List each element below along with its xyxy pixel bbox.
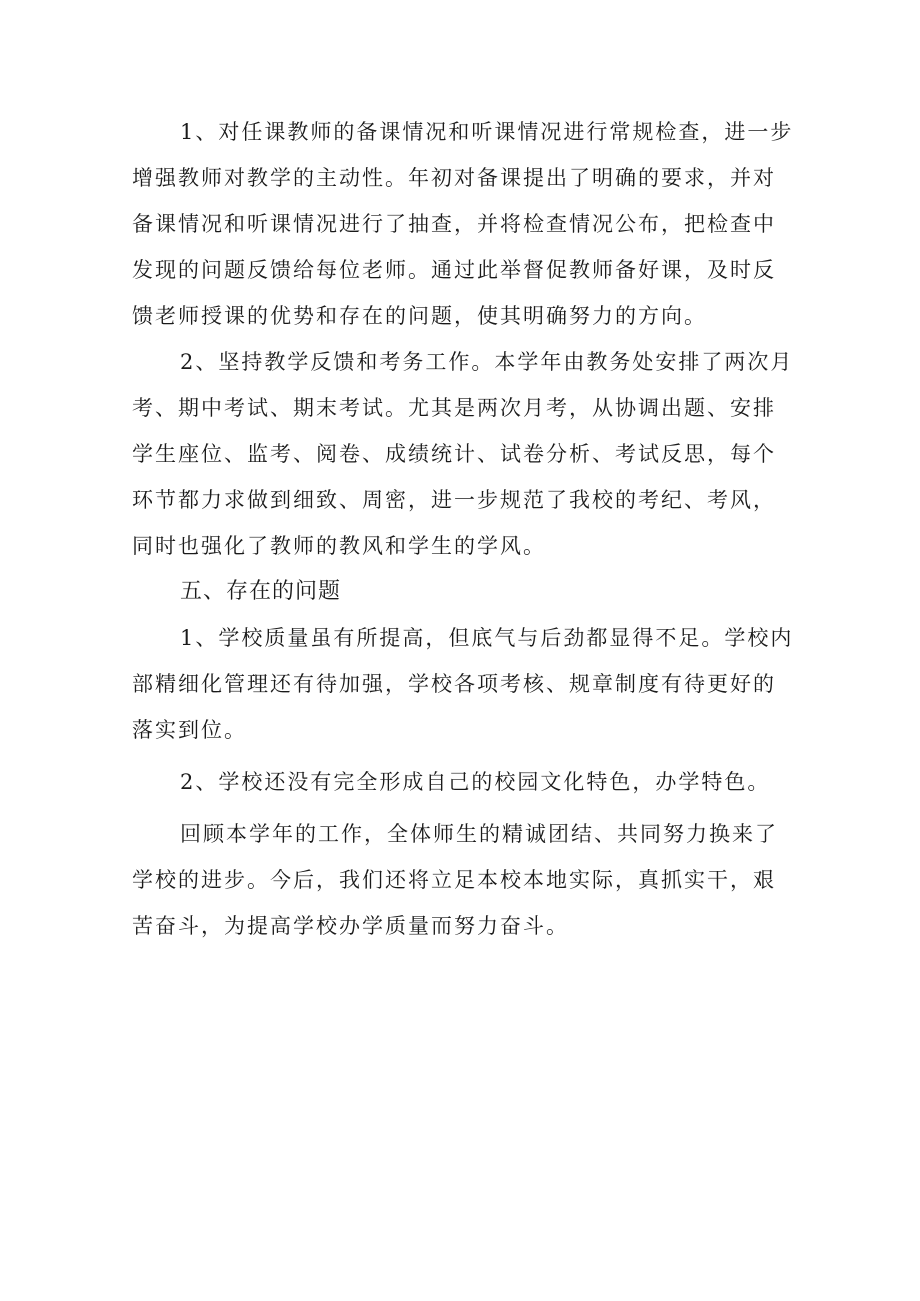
paragraph-line: 2、坚持教学反馈和考务工作。本学年由教务处安排了两次月: [180, 350, 794, 374]
paragraph-exam-feedback: [132, 339, 794, 569]
paragraph-quality-issue: [132, 615, 794, 753]
paragraph-line: 1、学校质量虽有所提高，但底气与后劲都显得不足。学校内: [180, 626, 794, 650]
section-heading: 五、存在的问题: [180, 579, 342, 604]
paragraph-line: 1、对任课教师的备课情况和听课情况进行常规检查，进一步: [180, 120, 794, 144]
paragraph-line: 部精细化管理还有待加强，学校各项考核、规章制度有待更好的: [132, 672, 776, 696]
paragraph-line: 同时也强化了教师的教风和学生的学风。: [132, 534, 546, 558]
paragraph-lesson-prep-check: [132, 109, 794, 339]
paragraph-line: 馈老师授课的优势和存在的问题，使其明确努力的方向。: [132, 304, 707, 328]
paragraph-line: 学生座位、监考、阅卷、成绩统计、试卷分析、考试反思，每个: [132, 442, 776, 466]
paragraph-line: 备课情况和听课情况进行了抽查，并将检查情况公布，把检查中: [132, 212, 776, 236]
paragraph-line: 苦奋斗，为提高学校办学质量而努力奋斗。: [132, 914, 569, 938]
document-page: [132, 109, 794, 949]
paragraph-line: 环节都力求做到细致、周密，进一步规范了我校的考纪、考风，: [132, 488, 776, 512]
paragraph-line: 增强教师对教学的主动性。年初对备课提出了明确的要求，并对: [132, 166, 776, 190]
paragraph-campus-culture: [132, 759, 794, 805]
paragraph-line: 考、期中考试、期末考试。尤其是两次月考，从协调出题、安排: [132, 396, 776, 420]
paragraph-line: 2、学校还没有完全形成自己的校园文化特色，办学特色。: [180, 770, 771, 794]
paragraph-line: 学校的进步。今后，我们还将立足本校本地实际，真抓实干，艰: [132, 868, 776, 892]
paragraph-line: 落实到位。: [132, 718, 247, 742]
paragraph-conclusion: [132, 811, 794, 949]
paragraph-line: 回顾本学年的工作，全体师生的精诚团结、共同努力换来了: [180, 822, 778, 846]
paragraph-line: 发现的问题反馈给每位老师。通过此举督促教师备好课，及时反: [132, 258, 776, 282]
